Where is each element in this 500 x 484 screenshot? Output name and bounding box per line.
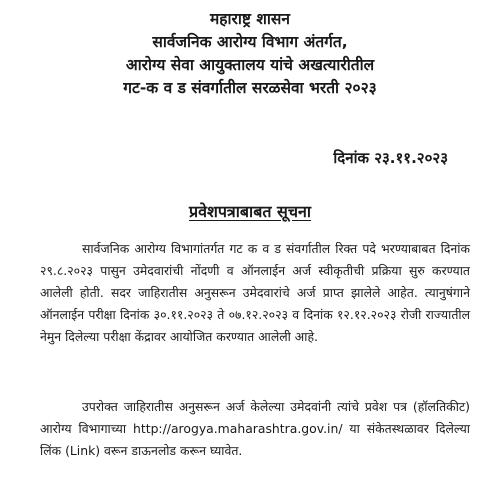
header-line-commissionerate: आरोग्य सेवा आयुक्तालय यांचे अखत्यारीतील bbox=[125, 56, 375, 74]
notice-subject bbox=[0, 200, 500, 222]
subject-text: प्रवेशपत्राबाबत सूचना bbox=[188, 202, 312, 221]
header-line-recruitment: गट-क व ड संवर्गातील सरळसेवा भरती २०२३ bbox=[123, 79, 377, 97]
notice-date: दिनांक २३.११.२०२३ bbox=[333, 149, 448, 167]
notice-header bbox=[0, 8, 500, 100]
paragraph-exam-schedule: सार्वजनिक आरोग्य विभागांतर्गत गट क व ड संवर्गातील रिक्त पदे भरण्याबाबत दिनांक २९.८.२०२३ पासुन उमेदवारांची नोंदणी व ऑनलाईन अर्ज स्वीकृतीची प्रक्रिया सुरु करण्यात आलेली होती. सदर जाहिरातीस अनुसरून उमेदवारांचे अर्ज प्राप्त झालेले आहेत. त्यानुषंगाने ऑनलाईन परीक्षा दिनांक ३०.११.२०२३ ते ०७.१२.२०२३ व दिनांक १२.१२.२०२३ रोजी राज्यातील नेमुन दिलेल्या परीक्षा केंद्रावर आयोजित करण्यात आलेली आहे. bbox=[40, 241, 470, 344]
header-line-government: महाराष्ट्र शासन bbox=[210, 10, 290, 28]
paragraph-admit-card: उपरोक्त जाहिरातीस अनुसरून अर्ज केलेल्या उमेदवांनी त्यांचे प्रवेश पत्र (हॉलतिकीट) आरोग्य विभागाच्या http://arogya.maharashtra.gov.in/ या संकेतस्थळावर दिलेल्या लिंक (Link) वरून डाऊनलोड करून घ्यावेत. bbox=[40, 399, 470, 458]
header-line-department: सार्वजनिक आरोग्य विभाग अंतर्गत, bbox=[152, 33, 348, 51]
